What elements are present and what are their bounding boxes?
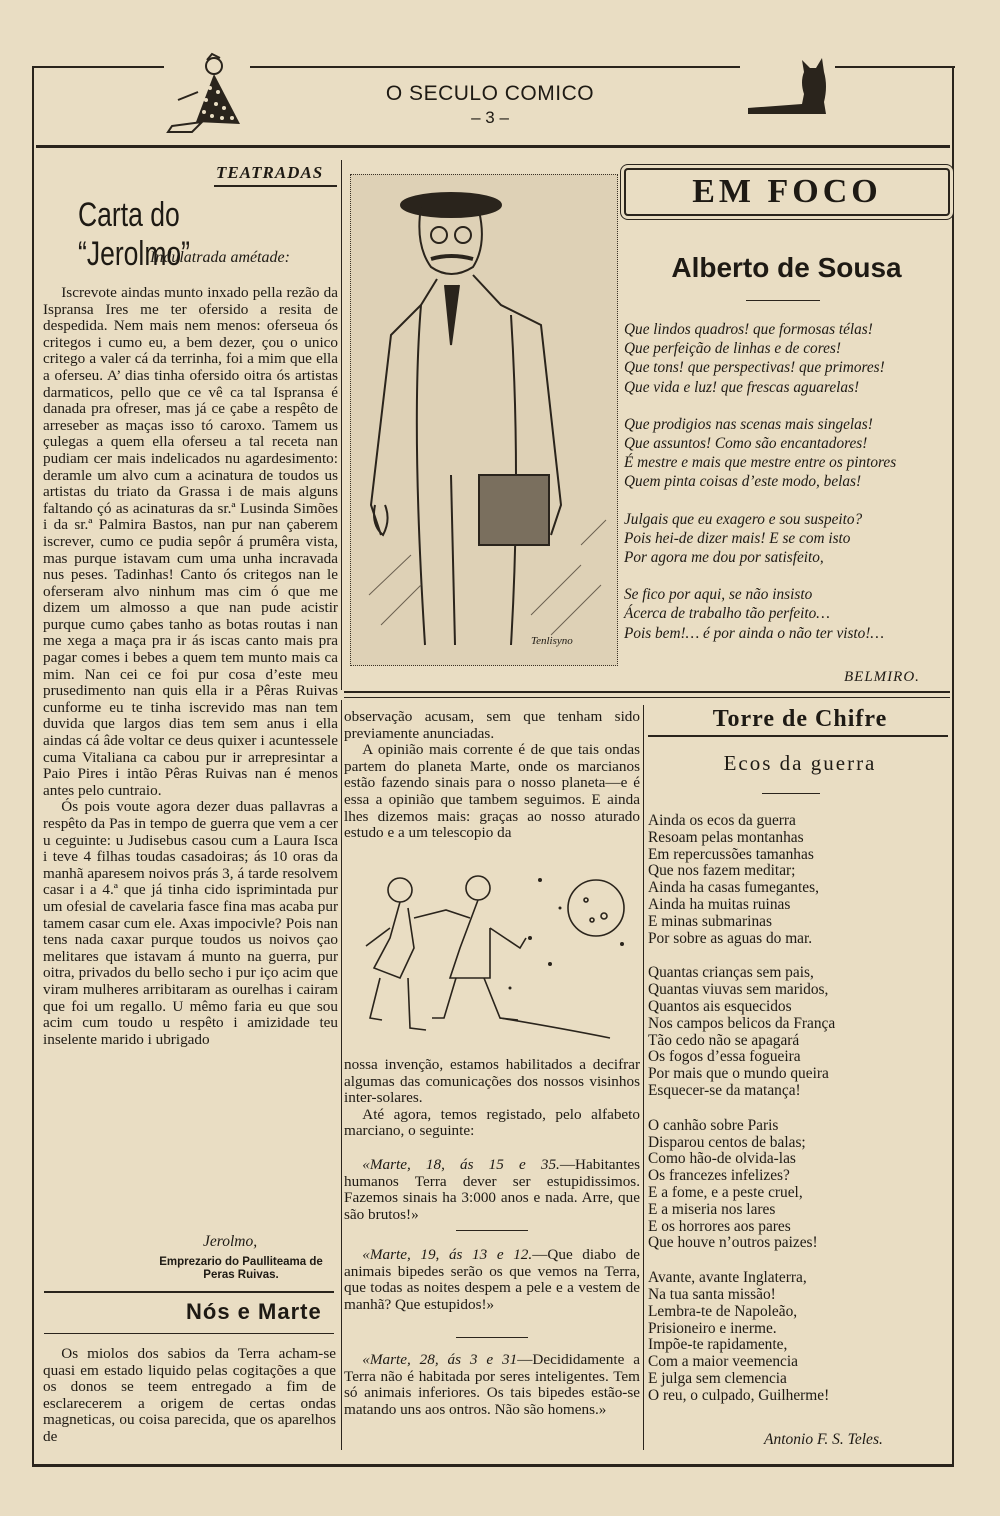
- newspaper-title: O SECULO COMICO: [385, 82, 595, 105]
- torre-section-title: Torre de Chifre: [712, 706, 888, 732]
- em-foco-title: Alberto de Sousa: [671, 252, 902, 283]
- teatradas-signature-role: Emprezario do Paulliteama de Peras Ruivas.: [159, 1256, 323, 1281]
- mars-message-1: «Marte, 18, ás 15 e 35.—Habitantes humanos Terra dever ser estupidissimos. Fazemos sinais ha 3:000 anos e nada. Arre, que são brutos!»: [344, 1156, 640, 1223]
- mars-message-2: «Marte, 19, ás 13 e 12.—Que diabo de animais bipedes serão os que vemos na Terra, que todas as noites despem a pele e a vestem de manhã? Que estupidos!»: [344, 1246, 640, 1313]
- martians-dancing-illustration: [360, 868, 630, 1048]
- doll-ornament: [162, 52, 252, 136]
- torre-poem: Ainda os ecos da guerra Resoam pelas montanhas Em repercussões tamanhas Que nos fazem meditar; Ainda ha casas fumegantes, Ainda ha muitas ruinas E minas submarinas Por sobre as aguas do mar. Quantas crianças sem pais, Quantas viuvas sem maridos, Quantos ais esquecidos Nos campos belicos da França Tão cedo não se apagará Os fogos d’essa fogueira Por mais que o mundo queira Esquecer-se da matança! O canhão sobre Paris Disparou centos de balas; Como hão-de olvida-las Os francezes infelizes? E a fome, e a peste cruel, E a miseria nos lares E os horrores aos pares Que houve n’outros paizes! Avante, avante Inglaterra, Na tua santa missão! Lembra-te de Napoleão, Prisioneiro e inerme. Impõe-te rapidamente, Com a maior veemencia E julga sem clemencia O reu, o culpado, Guilherme!: [648, 812, 836, 1404]
- artist-signature: Tenlisyno: [531, 635, 573, 647]
- teatradas-body: [43, 285, 338, 1048]
- mars-message-3: «Marte, 28, ás 3 e 31—Decididamente a Terra não é habitada por seres inteligentes. Tem só animais inferiores. Os tais bipedes estão-se matando uns aos ontros. Não são homens.»: [344, 1351, 640, 1418]
- em-foco-banner: EM FOCO: [624, 168, 950, 216]
- nos-e-marte-mid-bottom: nossa invenção, estamos habilitados a decifrar algumas das comunicações dos nossos visinhos inter-solares. Até agora, temos registado, pelo alfabeto marciano, o seguinte:: [344, 1056, 640, 1140]
- page-number: – 3 –: [471, 108, 509, 127]
- em-foco-poem: Que lindos quadros! que formosas télas! Que perfeição de linhas e de cores! Que tons! que perspectivas! que primores! Que vida e luz! que frescas aguarelas! Que prodigios nas scenas mais singelas! Que assuntos! Como são encantadores! É mestre e mais que mestre entre os pintores Quem pinta coisas d’este modo, belas! Julgais que eu exagero e sou suspeito? Pois hei-de dizer mais! E se com isto Por agora me dou por satisfeito, Se fico por aqui, se não insisto Ácerca de trabalho tão perfeito… Pois bem!… é por ainda o não ter visto!…: [624, 321, 897, 642]
- portrait-frame: [350, 174, 618, 666]
- torre-author: Antonio F. S. Teles.: [764, 1431, 883, 1448]
- teatradas-paragraph: Ós pois voute agora dezer duas pallavras a respêto da Pas in tempo de guerra que vem a cer u ceguinte: u Judisebus casou cum a Laura Isca i teve 4 filhas toudas casadoiras; ás 10 oras da manhã aparesem noivos prás 3, á tarde resolvem casar i a 4.ª que já tinha cido isprimintada pur um ofesial de cavelaria fasce fina mas acaba pur tamem casar cum ele. Axas impocivle? Pois nan tens nada caxar purque toudos us noivos çao melitares que istavam á munto na guerra, pur oitra, privados du bello secho i pur iço acim que viram mulheres arribitaram as ourelhas i cairam que foi um regallo. U mêmo faria eu que sou acim cum toudo u respêto i amizidade teu inselente marido i ubrigado: [43, 798, 338, 1048]
- portrait-illustration: [351, 175, 617, 665]
- torre-poem-title: Ecos da guerra: [723, 751, 877, 775]
- cat-ornament: [746, 56, 832, 118]
- nos-e-marte-left: Os miolos dos sabios da Terra acham-se quasi em estado liquido pelas cogitações a que os donos se teem entregado a fim de esclarecerem a origem de certas ondas magneticas, ou coisa parecida, que os aparelhos de: [43, 1345, 336, 1445]
- em-foco-author: BELMIRO.: [844, 669, 920, 685]
- nos-e-marte-title: Nós e Marte: [186, 1299, 322, 1324]
- nos-e-marte-mid-top: observação acusam, sem que tenham sido previamente anunciadas. A opinião mais corrente é de que tais ondas partem do planeta Marte, onde os marcianos estão fazendo sinais para o nosso planeta—e é essa a opinião que tambem seguimos. E ainda lhes dizemos mais: graças ao nosso aturado estudo e a um telescopio da: [344, 708, 640, 842]
- teatradas-signature: Jerolmo,: [203, 1233, 258, 1250]
- teatradas-title: Carta do “Jerolmo”: [78, 196, 190, 273]
- section-teatradas: TEATRADAS: [216, 163, 324, 182]
- teatradas-subtitle: Indulatrada amétade:: [150, 249, 290, 266]
- teatradas-paragraph: Iscrevote aindas munto inxado pella rezão da Ispransa Ires me ter ofersido a resita de despedida. Nem mais nem menos: oferseua ós critegos i cumo eu, a bem dezer, çou o unico critego a valer cá da terrinha, foi a mim que ella a oferseu. A’ dias tinha ofersido oitra ós artistas darmaticos, pello que ce vê ca tal Ispransa é danada pra ofreser, mas já ce çabe a respêto de arreseber as maças isso tó caroxo. Tamem us çulegas a quem ella oferseu a tal receta nan pudiam cer mais indelicados nu agardesimento: deramle um alvo cum a acinatura de toudos us artistas du triato da Grassa i de mais alguns faltando çó as acinaturas da sr.ª Lusinda Simões i da sr.ª Palmira Bastos, nan pur nan çaberem iscrever, cumo ce pudia sepôr á prumêra vista, mas purque istavam cum uma unha incravada nus peses. Tadinhas! Canto ós critegos nan le oferseram alvo ninhum mas cim ó que me dizem um almosso a que nan pude acistir purque cumo çabes tanho as botas routas i nan me xega a maça pra ir ás iscas canto mais pra pagar comes i bebes a quem tem munto mais ca mim. Nan cei ce foi pur cosa d’este meu prusedimento nan quis ella ir a Pêras Ruivas cunforme eu te tinha iscrevido mas nan tem duvida que largos dias tem sem anus i ella aindas cá âde voltar ce deus quixer i acuntessele cuma Vitaliana ca cabou pur ir arrepresintar a Paio Pires i intão Pêras Ruivas nan é menos antes pelo cuntraio.: [43, 284, 338, 799]
